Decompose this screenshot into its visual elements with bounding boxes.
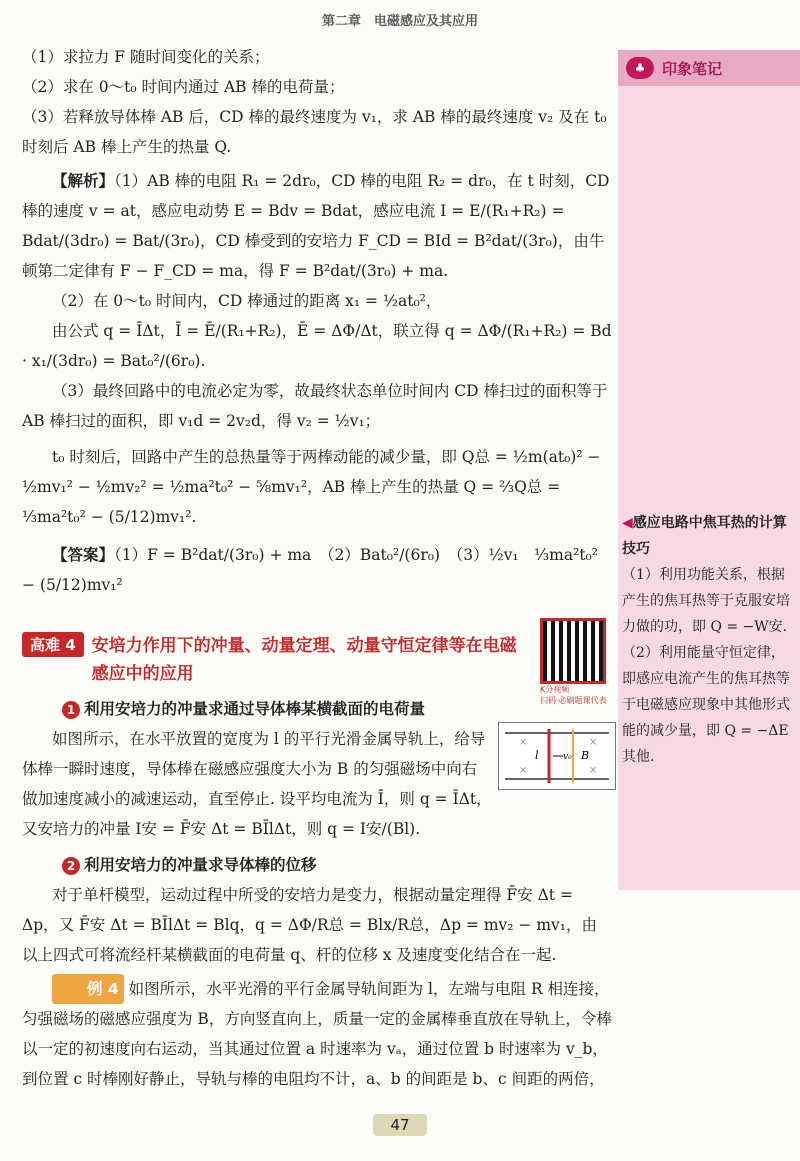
- label-v: v₀: [563, 752, 572, 762]
- qr-caption: K分视频: [540, 685, 570, 694]
- tip-item: （1）利用功能关系，根据产生的焦耳热等于克服安培力做的功，即 Q = −W安.: [622, 567, 790, 635]
- section-hard-4: [22, 632, 612, 1094]
- question-3: （3）若释放导体棒 AB 后，CD 棒的最终速度为 v₁，求 AB 棒的最终速度 v₂ 及在 t₀ 时刻后 AB 棒上产生的热量 Q.: [22, 108, 607, 156]
- page-number: 47: [373, 1114, 427, 1136]
- subsection-2-text: 对于单杆模型，运动过程中所受的安培力是变力，根据动量定理得 F̄安 Δt = Δp，又 F̄安 Δt = BĪlΔt = Blq，q = ΔΦ/R总 = Blx/R总，Δp = mv₂ − mv₁，由以上四式可将流经杆某横截面的电荷量 q、杆的位移 x 及速度变化结合在一起.: [22, 886, 598, 964]
- tip-title: ◀感应电路中焦耳热的计算技巧: [622, 515, 787, 557]
- question-2: （2）求在 0～t₀ 时间内通过 AB 棒的电荷量；: [22, 78, 345, 96]
- analysis-p2: （2）在 0～t₀ 时间内，CD 棒通过的距离 x₁ = ½at₀²，: [52, 292, 442, 310]
- analysis-p4: （3）最终回路中的电流必定为零，故最终状态单位时间内 CD 棒扫过的面积等于 AB 棒扫过的面积，即 v₁d = 2v₂d，得 v₂ = ½v₁；: [22, 382, 608, 430]
- arrow-icon: ◀: [622, 515, 633, 531]
- analysis-p3: 由公式 q = ĪΔt，Ī = Ē/(R₁+R₂)，Ē = ΔΦ/Δt，联立得 q = ΔΦ/(R₁+R₂) = Bd · x₁/(3dr₀) = Bat₀²/(6r₀).: [22, 322, 612, 370]
- tip-box: [622, 510, 792, 770]
- section-badge: 高难 4: [22, 632, 84, 657]
- question-1: （1）求拉力 F 随时间变化的关系；: [22, 48, 270, 66]
- svg-text:×: ×: [589, 765, 598, 776]
- analysis-p5: t₀ 时刻后，回路中产生的总热量等于两棒动能的减少量，即 Q总 = ½m(at₀)² − ½mv₁² − ½mv₂² = ½ma²t₀² − ⅝mv₁²，AB 棒上产生的热量 Q = ⅔Q总 = ⅓ma²t₀² − (5/12)mv₁².: [22, 448, 601, 526]
- tip-item: （2）利用能量守恒定律，即感应电流产生的焦耳热等于电磁感应现象中其他形式能的减少量，即 Q = −ΔE其他.: [622, 645, 790, 765]
- subsection-1-title: 1 利用安培力的冲量求通过导体棒某横截面的电荷量: [62, 696, 612, 722]
- sidebar-title: 印象笔记: [662, 59, 723, 78]
- rail-diagram: [499, 723, 615, 789]
- label-l: l: [535, 749, 539, 762]
- label-b: B: [581, 749, 590, 762]
- svg-text:×: ×: [519, 765, 528, 776]
- chapter-header: 第二章 电磁感应及其应用: [321, 14, 478, 29]
- section-title: 安培力作用下的冲量、动量定理、动量守恒定律等在电磁感应中的应用: [91, 636, 517, 684]
- example-4: 例 4 如图所示，水平光滑的平行金属导轨间距为 l，左端与电阻 R 相连接，匀强磁场的磁感应强度为 B，方向竖直向上，质量一定的金属棒垂直放在导轨上，令棒以一定的初速度向右运动，当其通过位置 a 时速率为 vₐ，通过位置 b 时速率为 v_b，到位置 c 时棒刚好静止，导轨与棒的电阻均不计，a、b 的间距是 b、c 间距的两倍，: [22, 974, 612, 1094]
- elephant-icon: ♣: [626, 57, 654, 79]
- qr-subcaption: 扫码·必刷题课代表: [540, 696, 607, 705]
- answer: 【答案】（1）F = B²dat/(3r₀) + ma （2）Bat₀²/(6r₀) （3）½v₁ ⅓ma²t₀² − (5/12)mv₁²: [22, 546, 598, 594]
- rail-figure: [498, 722, 616, 790]
- main-text: [22, 42, 612, 600]
- analysis-p1: 【解析】（1）AB 棒的电阻 R₁ = 2dr₀，CD 棒的电阻 R₂ = dr₀，在 t 时刻，CD 棒的速度 v = at，感应电动势 E = Bdv = Bdat，感应电流 I = E/(R₁+R₂) = Bdat/(3dr₀) = Bat/(3r₀)，CD 棒受到的安培力 F_CD = BId = B²dat/(3r₀)，由牛顿第二定律有 F − F_CD = ma，得 F = B²dat/(3r₀) + ma.: [22, 172, 610, 280]
- svg-text:×: ×: [589, 737, 598, 748]
- subsection-1-text: 如图所示，在水平放置的宽度为 l 的平行光滑金属导轨上，给导体棒一瞬时速度，导体棒在磁感应强度大小为 B 的匀强磁场中向右做加速度减小的减速运动，直至停止. 设平均电流为 Ī，则 q = ĪΔt，又安培力的冲量 I安 = F̄安 Δt = BĪlΔt，则 q = I安/(Bl).: [22, 730, 492, 838]
- qr-code[interactable]: [540, 618, 614, 705]
- svg-text:×: ×: [519, 737, 528, 748]
- sidebar-header: [618, 50, 800, 86]
- qr-image[interactable]: [540, 618, 606, 684]
- subsection-2-title: 2 利用安培力的冲量求导体棒的位移: [62, 852, 612, 878]
